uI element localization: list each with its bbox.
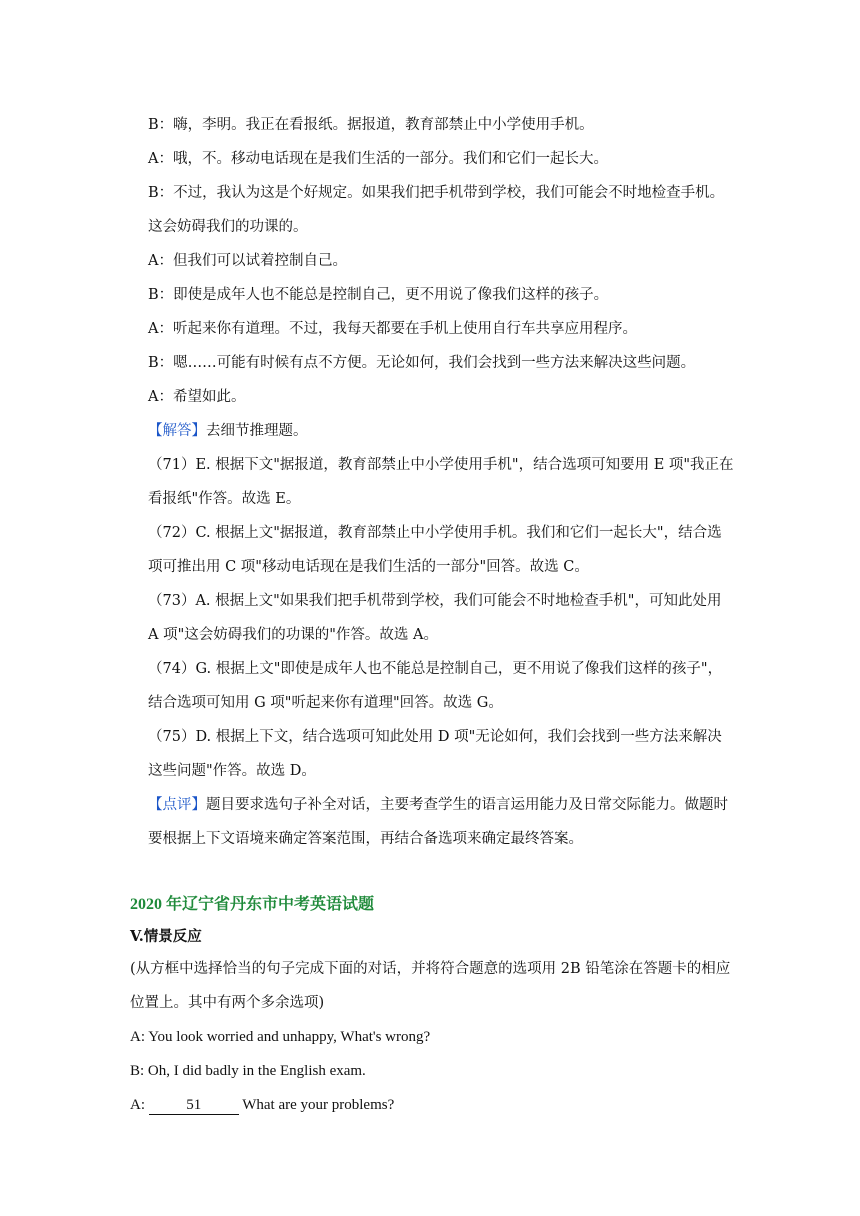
dialogue-line-english: B: Oh, I did badly in the English exam. — [130, 1063, 366, 1079]
dialogue-line: A：听起来你有道理。不过，我每天都要在手机上使用自行车共享应用程序。 — [148, 321, 637, 337]
explanation-item: （74）G. 根据上文"即使是成年人也不能总是控制自己，更不用说了像我们这样的孩子"，结合选项可知用 G 项"听起来你有道理"回答。故选 G。 — [148, 661, 723, 711]
section-title: 2020 年辽宁省丹东市中考英语试题 — [130, 896, 375, 913]
explanation-item: （72）C. 根据上文"据报道，教育部禁止中小学使用手机。我们和它们一起长大"，结合选项可推出用 C 项"移动电话现在是我们生活的一部分"回答。故选 C。 — [148, 525, 722, 575]
answer-tag: 【解答】 — [148, 423, 206, 439]
dialogue-line: B：即使是成年人也不能总是控制自己，更不用说了像我们这样的孩子。 — [148, 287, 609, 303]
section-subtitle: V.情景反应 — [130, 928, 202, 945]
comment-paragraph — [148, 788, 736, 856]
comment-tag: 【点评】 — [148, 797, 206, 813]
page-content — [130, 108, 736, 1122]
answer-paragraph — [148, 414, 736, 448]
dialogue-line-english: A: You look worried and unhappy, What's wrong? — [130, 1029, 431, 1045]
dialogue-line: B：嗯……可能有时候有点不方便。无论如何，我们会找到一些方法来解决这些问题。 — [148, 355, 696, 371]
explanation-item: （73）A. 根据上文"如果我们把手机带到学校，我们可能会不时地检查手机"，可知此处用 A 项"这会妨碍我们的功课的"作答。故选 A。 — [148, 593, 722, 643]
dialogue-line: A：哦，不。移动电话现在是我们生活的一部分。我们和它们一起长大。 — [148, 151, 608, 167]
dialogue-line: A：希望如此。 — [148, 389, 246, 405]
dialogue-line: B：不过，我认为这是个好规定。如果我们把手机带到学校，我们可能会不时地检查手机。这会妨碍我们的功课的。 — [148, 185, 725, 235]
dialogue-line: A：但我们可以试着控制自己。 — [148, 253, 347, 269]
explanation-item: （75）D. 根据上下文，结合选项可知此处用 D 项"无论如何，我们会找到一些方法来解决这些问题"作答。故选 D。 — [148, 729, 722, 779]
comment-text: 题目要求选句子补全对话，主要考查学生的语言运用能力及日常交际能力。做题时要根据上下文语境来确定答案范围，再结合备选项来确定最终答案。 — [148, 797, 728, 847]
explanation-item: （71）E. 根据下文"据报道，教育部禁止中小学使用手机"，结合选项可知要用 E 项"我正在看报纸"作答。故选 E。 — [148, 457, 734, 507]
line-suffix: What are your problems? — [238, 1097, 395, 1113]
section-instruction: (从方框中选择恰当的句子完成下面的对话，并将符合题意的选项用 2B 铅笔涂在答题卡的相应位置上。其中有两个多余选项) — [130, 961, 731, 1011]
line-prefix: A: — [130, 1097, 149, 1113]
answer-blank: 51 — [149, 1096, 239, 1115]
dialogue-line: B：嗨，李明。我正在看报纸。据报道，教育部禁止中小学使用手机。 — [148, 117, 594, 133]
dialogue-line-with-blank — [130, 1088, 736, 1122]
answer-text: 去细节推理题。 — [206, 423, 308, 439]
